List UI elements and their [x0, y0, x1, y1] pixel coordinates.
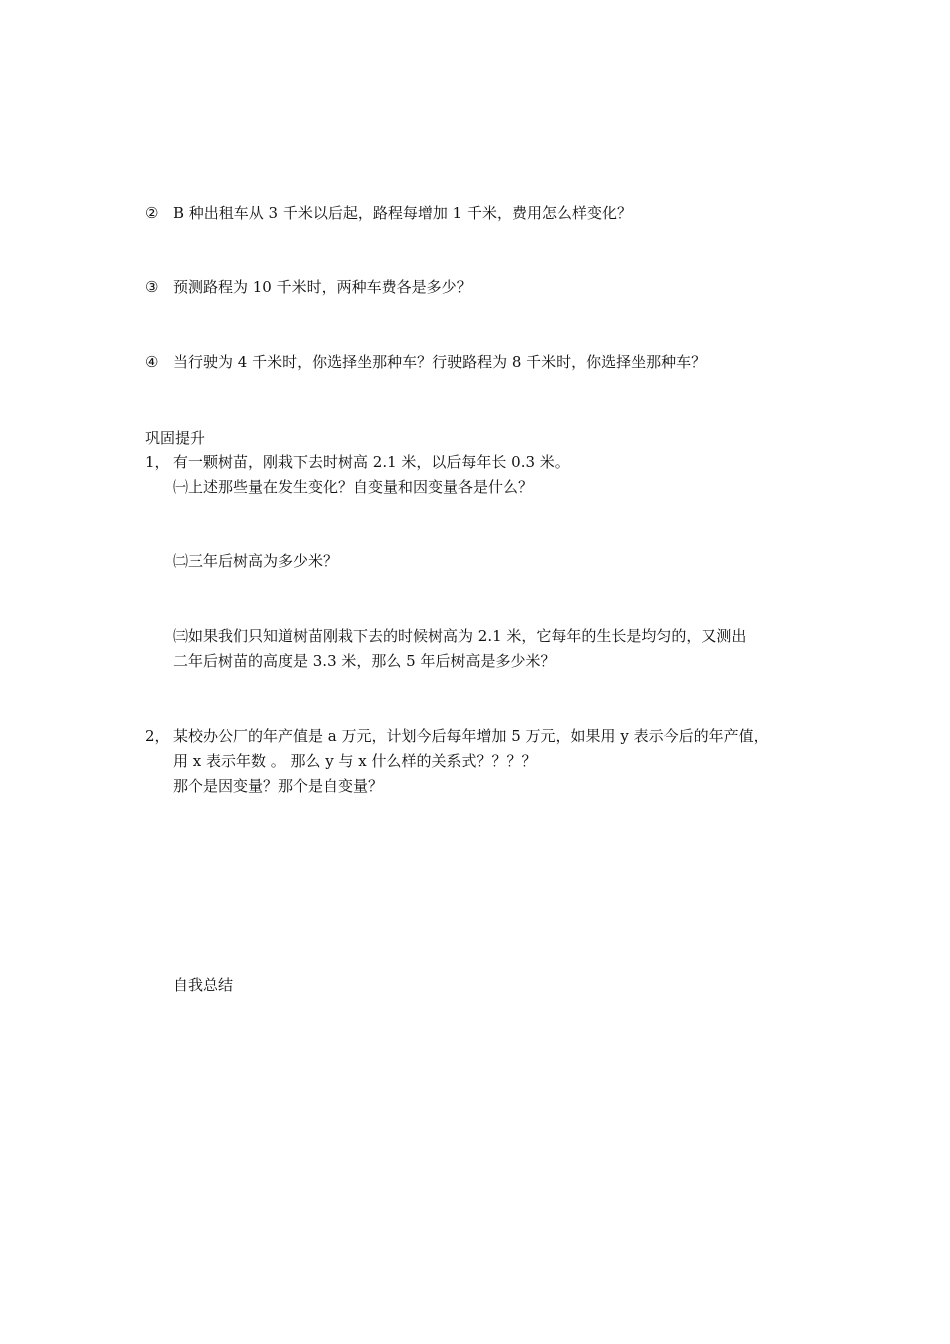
question-2-text: B 种出租车从 3 千米以后起，路程每增加 1 千米，费用怎么样变化？ [173, 204, 632, 222]
question-2 [145, 203, 632, 223]
problem-2-line-3: 那个是因变量？那个是自变量？ [173, 777, 384, 795]
problem-1-text: 有一颗树苗，刚栽下去时树高 2.1 米，以后每年长 0.3 米。 [173, 453, 570, 471]
problem-2 [145, 726, 769, 746]
question-3 [145, 277, 472, 297]
section-heading-summary: 自我总结 [173, 976, 234, 994]
question-3-marker: ③ [145, 278, 159, 296]
question-2-marker: ② [145, 204, 159, 222]
question-3-text: 预测路程为 10 千米时，两种车费各是多少？ [173, 278, 472, 296]
problem-1-sub-1: ㈠上述那些量在发生变化？自变量和因变量各是什么？ [173, 478, 534, 496]
question-4 [145, 352, 706, 372]
problem-1-sub-2: ㈡三年后树高为多少米？ [173, 552, 339, 570]
problem-1-sub-3-line-2: 二年后树苗的高度是 3.3 米，那么 5 年后树高是多少米？ [173, 652, 556, 670]
problem-2-line-1: 某校办公厂的年产值是 a 万元，计划今后每年增加 5 万元，如果用 y 表示今后的年产值， [173, 727, 769, 745]
problem-2-line-2: 用 x 表示年数 。 那么 y 与 x 什么样的关系式？？？？ [173, 752, 537, 770]
problem-2-number: 2， [145, 727, 170, 745]
section-heading-consolidation: 巩固提升 [145, 429, 206, 447]
problem-1-sub-3-line-1: ㈢如果我们只知道树苗刚栽下去的时候树高为 2.1 米，它每年的生长是均匀的，又测出 [173, 627, 747, 645]
problem-1-number: 1， [145, 453, 170, 471]
question-4-marker: ④ [145, 353, 159, 371]
question-4-text: 当行驶为 4 千米时，你选择坐那种车？行驶路程为 8 千米时，你选择坐那种车？ [173, 353, 707, 371]
problem-1 [145, 452, 570, 472]
